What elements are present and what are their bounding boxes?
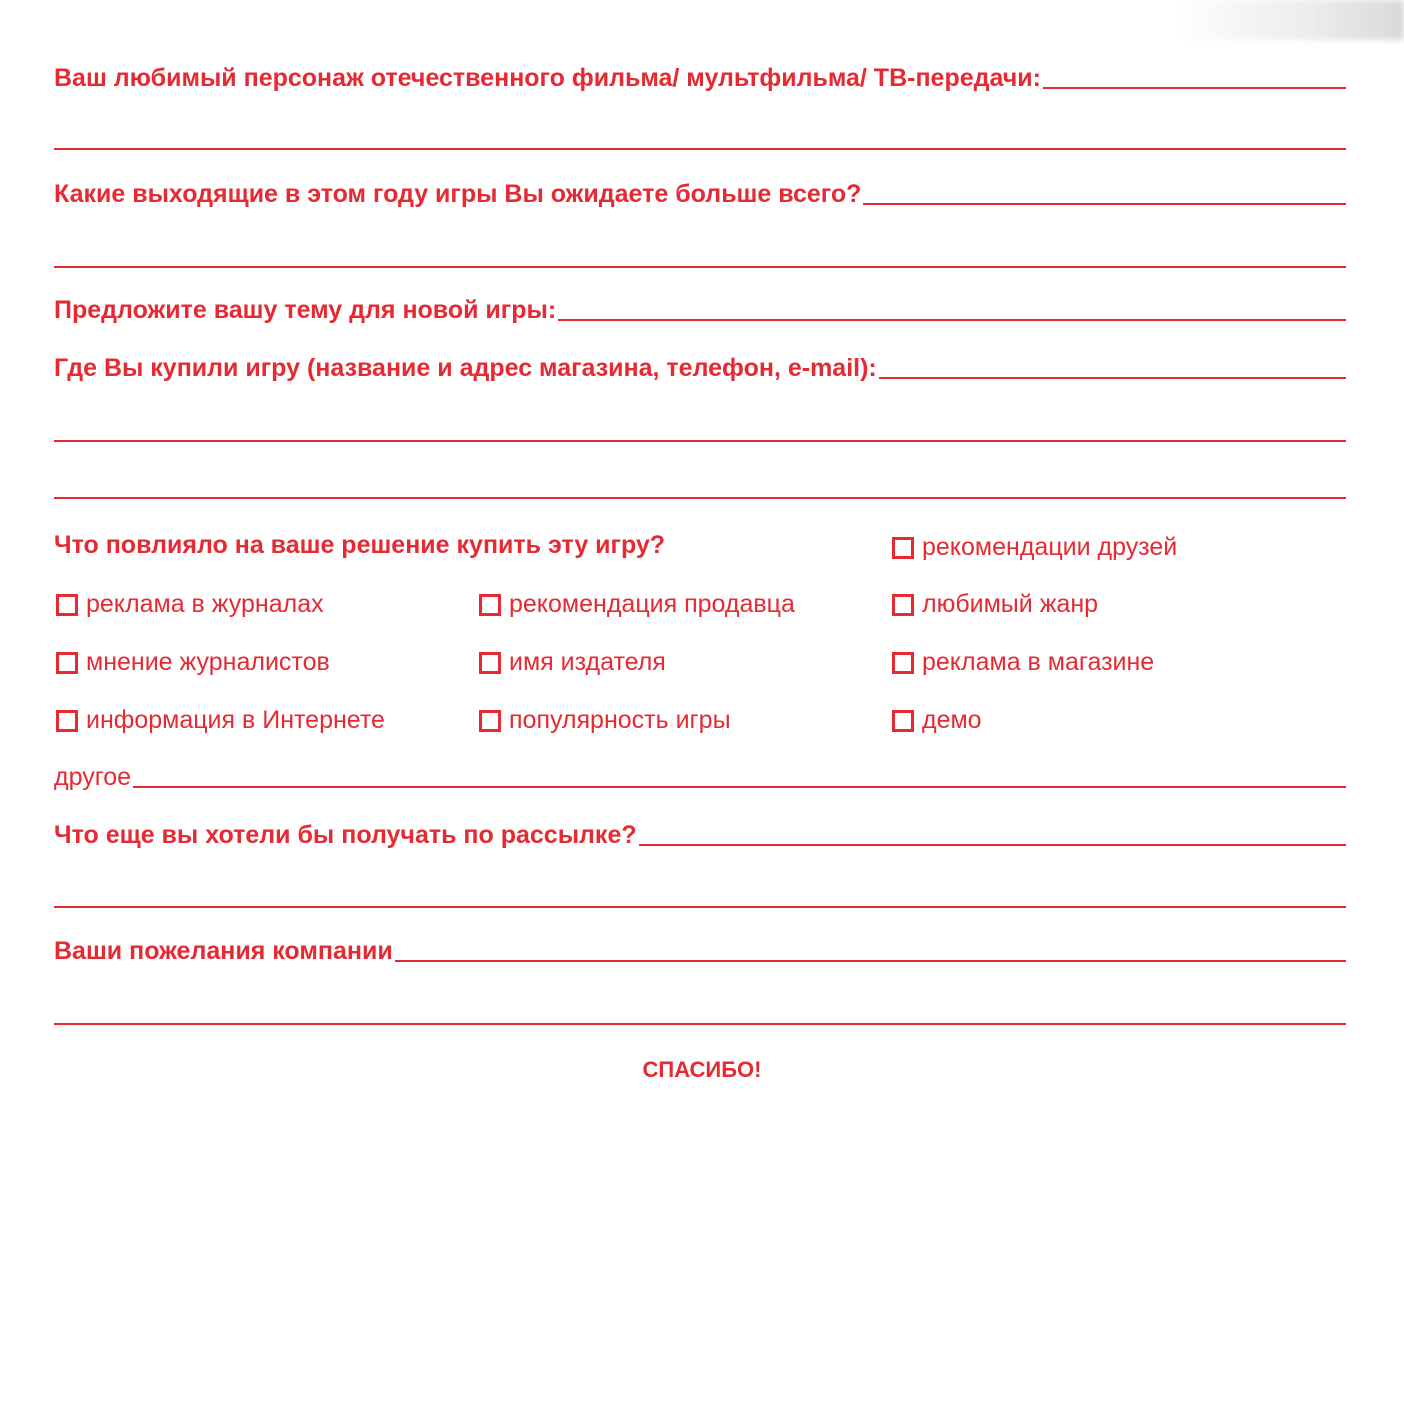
question-new-game-theme xyxy=(54,298,1346,323)
checkbox[interactable] xyxy=(892,537,914,559)
answer-line[interactable] xyxy=(863,203,1346,205)
option-store-ads[interactable] xyxy=(892,650,1154,675)
question-wishes xyxy=(54,939,1346,964)
question-label: Где Вы купили игру (название и адрес магазина, телефон, e-mail): xyxy=(54,354,877,382)
answer-line[interactable] xyxy=(133,786,1346,788)
option-demo[interactable] xyxy=(892,708,982,733)
question-label: Предложите вашу тему для новой игры: xyxy=(54,296,557,324)
option-friends[interactable] xyxy=(892,535,1177,560)
option-publisher[interactable] xyxy=(479,650,666,675)
question-label: Что еще вы хотели бы получать по рассылке? xyxy=(54,821,637,849)
checkbox[interactable] xyxy=(56,652,78,674)
option-label: рекомендации друзей xyxy=(922,533,1178,561)
paper-scuff xyxy=(1174,0,1404,40)
option-other xyxy=(54,765,1346,790)
option-internet[interactable] xyxy=(56,708,385,733)
question-label: Ваш любимый персонаж отечественного фильма/ мультфильма/ ТВ-передачи: xyxy=(54,64,1041,92)
question-mailing xyxy=(54,823,1346,848)
answer-line[interactable] xyxy=(54,497,1346,499)
option-label: любимый жанр xyxy=(922,590,1099,618)
question-purchase-influence: Что повлияло на ваше решение купить эту игру? xyxy=(54,531,666,559)
answer-line[interactable] xyxy=(54,440,1346,442)
option-label: популярность игры xyxy=(509,706,731,734)
question-label: Какие выходящие в этом году игры Вы ожидаете больше всего? xyxy=(54,180,862,208)
option-label: демо xyxy=(922,706,982,734)
question-expected-games xyxy=(54,182,1346,207)
answer-line[interactable] xyxy=(54,906,1346,908)
answer-line[interactable] xyxy=(1043,87,1346,89)
option-label: реклама в магазине xyxy=(922,648,1155,676)
thanks-text: СПАСИБО! xyxy=(642,1057,762,1082)
option-magazine-ads[interactable] xyxy=(56,592,324,617)
answer-line[interactable] xyxy=(639,844,1346,846)
answer-line[interactable] xyxy=(54,266,1346,268)
answer-line[interactable] xyxy=(54,1023,1346,1025)
question-where-bought xyxy=(54,356,1346,381)
answer-line[interactable] xyxy=(395,960,1346,962)
checkbox[interactable] xyxy=(479,594,501,616)
checkbox[interactable] xyxy=(479,652,501,674)
option-genre[interactable] xyxy=(892,592,1098,617)
option-label: рекомендация продавца xyxy=(509,590,795,618)
option-popularity[interactable] xyxy=(479,708,731,733)
checkbox[interactable] xyxy=(479,710,501,732)
question-favorite-character xyxy=(54,66,1346,91)
other-label: другое xyxy=(54,763,132,791)
answer-line[interactable] xyxy=(54,148,1346,150)
checkbox[interactable] xyxy=(892,710,914,732)
checkbox[interactable] xyxy=(56,594,78,616)
option-label: информация в Интернете xyxy=(86,706,385,734)
answer-line[interactable] xyxy=(879,377,1346,379)
option-label: имя издателя xyxy=(509,648,666,676)
option-seller[interactable] xyxy=(479,592,795,617)
checkbox[interactable] xyxy=(892,594,914,616)
checkbox[interactable] xyxy=(892,652,914,674)
checkbox[interactable] xyxy=(56,710,78,732)
option-label: мнение журналистов xyxy=(86,648,330,676)
option-journalists[interactable] xyxy=(56,650,330,675)
answer-line[interactable] xyxy=(558,319,1346,321)
option-label: реклама в журналах xyxy=(86,590,324,618)
question-label: Ваши пожелания компании xyxy=(54,937,393,965)
